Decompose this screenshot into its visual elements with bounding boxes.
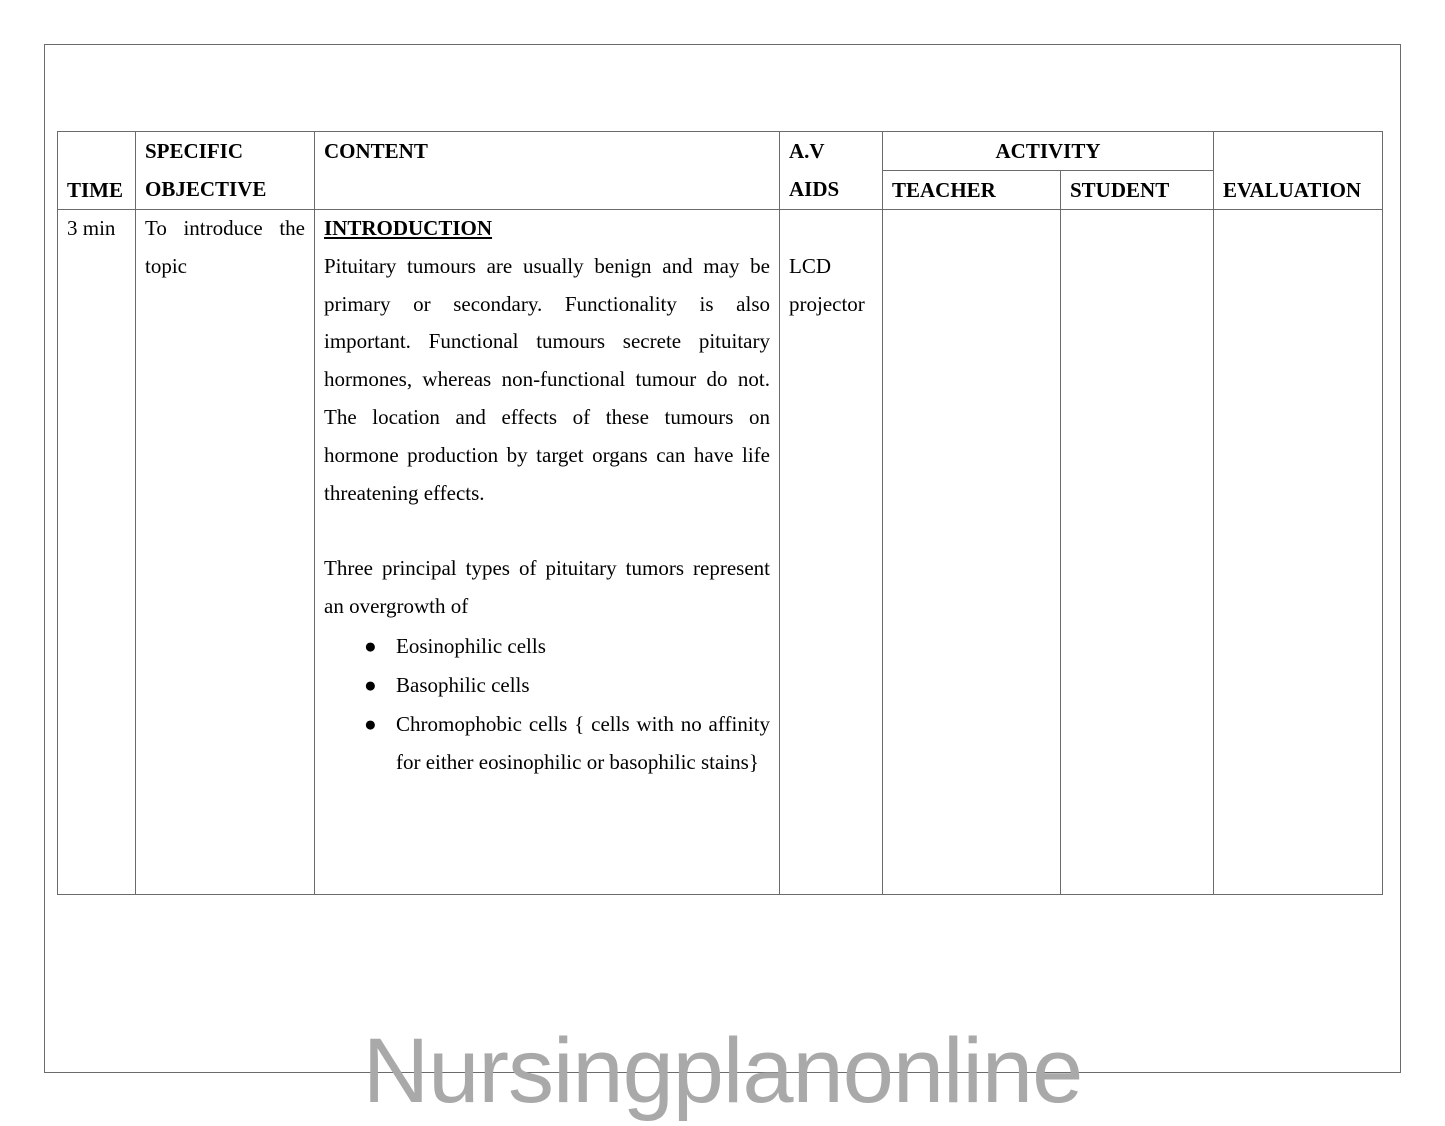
list-item-text: Eosinophilic cells bbox=[396, 633, 546, 658]
header-student-label: STUDENT bbox=[1070, 178, 1170, 202]
list-item-text: Chromophobic cells { cells with no affinity for either eosinophilic or basophilic stains} bbox=[396, 712, 770, 775]
header-content-label: CONTENT bbox=[324, 139, 428, 163]
header-time-label: TIME bbox=[67, 178, 124, 202]
paragraph-spacer bbox=[324, 512, 770, 550]
bullet-icon: ● bbox=[364, 712, 377, 737]
list-item bbox=[364, 628, 770, 666]
lesson-plan-table bbox=[57, 131, 1383, 895]
list-item bbox=[364, 706, 770, 782]
header-teacher bbox=[883, 171, 1061, 210]
content-block bbox=[315, 210, 779, 782]
cell-content bbox=[315, 210, 780, 895]
header-evaluation bbox=[1214, 132, 1383, 210]
bullet-icon: ● bbox=[364, 672, 377, 697]
content-paragraph-1: Pituitary tumours are usually benign and may be primary or secondary. Functionality is also important. Functional tumours secrete pituitary hormones, whereas non-functional tumour do not. The location and effects of these tumours on hormone production by target organs can have life threatening effects. bbox=[324, 253, 770, 505]
header-evaluation-label: EVALUATION bbox=[1223, 178, 1362, 202]
header-student bbox=[1061, 171, 1214, 210]
cell-teacher bbox=[883, 210, 1061, 895]
table-row bbox=[58, 210, 1383, 895]
header-av-aids-line2: AIDS bbox=[789, 177, 840, 201]
header-activity-label: ACTIVITY bbox=[995, 139, 1101, 163]
cell-objective bbox=[136, 210, 315, 895]
header-av-aids-line1: A.V bbox=[789, 139, 825, 163]
header-specific-objective-line2: OBJECTIVE bbox=[145, 177, 267, 201]
content-paragraph-2: Three principal types of pituitary tumors represent an overgrowth of bbox=[324, 556, 770, 619]
header-time bbox=[58, 132, 136, 210]
header-row-1 bbox=[58, 132, 1383, 171]
header-activity bbox=[883, 132, 1214, 171]
content-heading: INTRODUCTION bbox=[324, 216, 493, 240]
cell-evaluation bbox=[1214, 210, 1383, 895]
av-aids-value: LCD projector bbox=[789, 254, 865, 316]
bullet-icon: ● bbox=[364, 633, 377, 658]
cell-time bbox=[58, 210, 136, 895]
cell-types-list bbox=[324, 628, 770, 782]
watermark: Nursingplanonline bbox=[362, 1020, 1083, 1122]
objective-text: To introduce the topic bbox=[145, 216, 305, 278]
list-item-text: Basophilic cells bbox=[396, 672, 530, 697]
cell-av-aids bbox=[780, 210, 883, 895]
time-value: 3 min bbox=[67, 216, 116, 240]
header-specific-objective-line1: SPECIFIC bbox=[145, 139, 244, 163]
header-teacher-label: TEACHER bbox=[892, 178, 996, 202]
header-av-aids bbox=[780, 132, 883, 210]
header-specific-objective bbox=[136, 132, 315, 210]
list-item bbox=[364, 667, 770, 705]
header-content bbox=[315, 132, 780, 210]
cell-student bbox=[1061, 210, 1214, 895]
